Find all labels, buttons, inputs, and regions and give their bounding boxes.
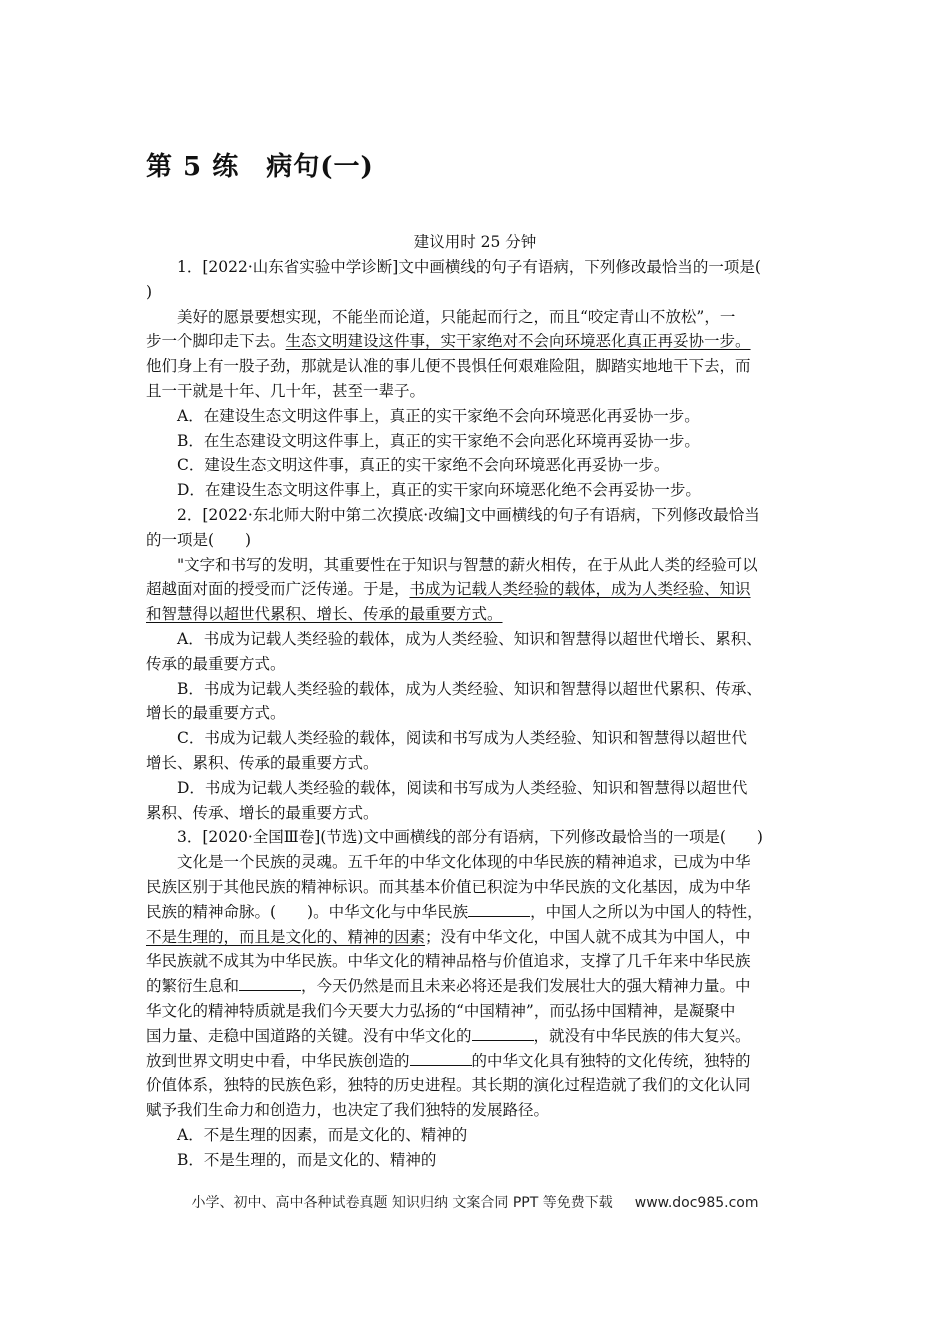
q2-stem-cont: 的一项是( ) bbox=[146, 530, 252, 549]
q1-underlined-sentence: 生态文明建设这件事，实干家绝对不会向环境恶化真正再妥协一步。 bbox=[285, 332, 751, 351]
time-suggestion: 建议用时 25 分钟 bbox=[413, 233, 537, 251]
q3-passage-text: 民族的精神命脉。( )。中华文化与中华民族 bbox=[146, 902, 469, 921]
q3-option-a: A．不是生理的因素，而是文化的、精神的 bbox=[177, 1125, 468, 1144]
q1-passage-line: 且一干就是十年、几十年，甚至一辈子。 bbox=[146, 381, 426, 400]
q2-option-c: C．书成为记载人类经验的载体，阅读和书写成为人类经验、知识和智慧得以超世代 bbox=[177, 729, 747, 748]
q3-passage-line bbox=[146, 900, 806, 925]
q2-passage-line bbox=[146, 577, 806, 602]
page-title: 第 5 练 病句(一) bbox=[146, 152, 374, 182]
q3-passage-text: ，就没有中华民族的伟大复兴。 bbox=[533, 1026, 751, 1045]
q2-option-d-cont: 累积、传承、增长的最重要方式。 bbox=[146, 803, 379, 822]
q2-underlined-sentence: 书成为记载人类经验的载体，成为人类经验、知识 bbox=[409, 580, 751, 599]
page-footer bbox=[0, 1192, 950, 1212]
q1-passage-text: 步一个脚印走下去。 bbox=[146, 332, 286, 351]
q3-passage-line: 文化是一个民族的灵魂。五千年的中华文化体现的中华民族的精神追求，已成为中华 bbox=[177, 853, 751, 872]
q2-option-b-cont: 增长的最重要方式。 bbox=[146, 704, 286, 723]
q3-passage-line bbox=[146, 1049, 806, 1074]
q1-option-d: D．在建设生态文明这件事上，真正的实干家向环境恶化绝不会再妥协一步。 bbox=[177, 481, 701, 500]
q1-option-c: C．建设生态文明这件事，真正的实干家绝不会向环境恶化再妥协一步。 bbox=[177, 456, 670, 475]
fill-blank bbox=[239, 974, 301, 991]
q3-passage-line: 价值体系，独特的民族色彩，独特的历史进程。其长期的演化过程造就了我们的文化认同 bbox=[146, 1076, 751, 1095]
q3-passage-text: 的中华文化具有独特的文化传统，独特的 bbox=[471, 1051, 751, 1070]
q1-option-a: A．在建设生态文明这件事上，真正的实干家绝不会向环境恶化再妥协一步。 bbox=[177, 406, 700, 425]
question-body bbox=[146, 255, 806, 1172]
q3-passage-text: 国力量、走稳中国道路的关键。没有中华文化的 bbox=[146, 1026, 472, 1045]
q2-option-b: B．书成为记载人类经验的载体，成为人类经验、知识和智慧得以超世代累积、传承、 bbox=[177, 679, 762, 698]
footer-text: 小学、初中、高中各种试卷真题 知识归纳 文案合同 PPT 等免费下载 bbox=[191, 1195, 613, 1211]
q3-passage-line bbox=[146, 974, 806, 999]
q3-underlined-phrase: 不是生理的，而且是文化的、精神的因素 bbox=[146, 927, 426, 946]
fill-blank bbox=[472, 1024, 534, 1041]
q2-stem: 2．[2022·东北师大附中第二次摸底·改编]文中画横线的句子有语病，下列修改最恰当 bbox=[177, 505, 760, 524]
fill-blank bbox=[410, 1049, 472, 1066]
q3-passage-text: 的繁衍生息和 bbox=[146, 977, 240, 996]
q2-passage-line: "文字和书写的发明，其重要性在于知识与智慧的薪火相传，在于从此人类的经验可以 bbox=[177, 555, 758, 574]
q1-passage-line bbox=[146, 329, 806, 354]
q3-passage-text: ；没有中华文化，中国人就不成其为中国人，中 bbox=[425, 927, 751, 946]
q3-stem: 3．[2020·全国Ⅲ卷](节选)文中画横线的部分有语病，下列修改最恰当的一项是( ) bbox=[177, 828, 763, 847]
fill-blank bbox=[468, 900, 530, 917]
q3-passage-line: 华民族就不成其为中华民族。中华文化的精神品格与价值追求，支撑了几千年来中华民族 bbox=[146, 952, 751, 971]
q3-passage-text: ，中国人之所以为中国人的特性， bbox=[530, 902, 763, 921]
q3-passage-line: 民族区别于其他民族的精神标识。而其基本价值已积淀为中华民族的文化基因，成为中华 bbox=[146, 877, 751, 896]
q1-option-b: B．在生态建设文明这件事上，真正的实干家绝不会向恶化环境再妥协一步。 bbox=[177, 431, 700, 450]
q3-passage-text: ，今天仍然是而且未来必将还是我们发展壮大的强大精神力量。中 bbox=[301, 977, 751, 996]
q3-passage-line: 华文化的精神特质就是我们今天要大力弘扬的“中国精神”，而弘扬中国精神，是凝聚中 bbox=[146, 1001, 736, 1020]
q3-passage-line bbox=[146, 1024, 806, 1049]
q2-option-d: D．书成为记载人类经验的载体，阅读和书写成为人类经验、知识和智慧得以超世代 bbox=[177, 778, 748, 797]
q1-passage-line: 他们身上有一股子劲，那就是认准的事儿便不畏惧任何艰难险阻，脚踏实地地干下去，而 bbox=[146, 357, 751, 376]
q1-stem-cont: ) bbox=[146, 282, 153, 301]
q2-passage-line bbox=[146, 602, 806, 627]
q1-passage-line: 美好的愿景要想实现，不能坐而论道，只能起而行之，而且“咬定青山不放松”，一 bbox=[177, 307, 736, 326]
q3-passage-text: 放到世界文明史中看，中华民族创造的 bbox=[146, 1051, 410, 1070]
q2-passage-text: 超越面对面的授受而广泛传递。于是， bbox=[146, 580, 410, 599]
q2-underlined-sentence: 和智慧得以超世代累积、增长、传承的最重要方式。 bbox=[146, 605, 503, 624]
q2-option-a: A．书成为记载人类经验的载体，成为人类经验、知识和智慧得以超世代增长、累积、 bbox=[177, 629, 762, 648]
q3-passage-line: 赋予我们生命力和创造力，也决定了我们独特的发展路径。 bbox=[146, 1101, 550, 1120]
footer-url[interactable]: www.doc985.com bbox=[634, 1195, 759, 1211]
q3-passage-line bbox=[146, 925, 806, 950]
q2-option-a-cont: 传承的最重要方式。 bbox=[146, 654, 286, 673]
q1-stem: 1．[2022·山东省实验中学诊断]文中画横线的句子有语病，下列修改最恰当的一项是( bbox=[177, 258, 761, 276]
q3-option-b: B．不是生理的，而是文化的、精神的 bbox=[177, 1150, 437, 1169]
q2-option-c-cont: 增长、累积、传承的最重要方式。 bbox=[146, 753, 379, 772]
